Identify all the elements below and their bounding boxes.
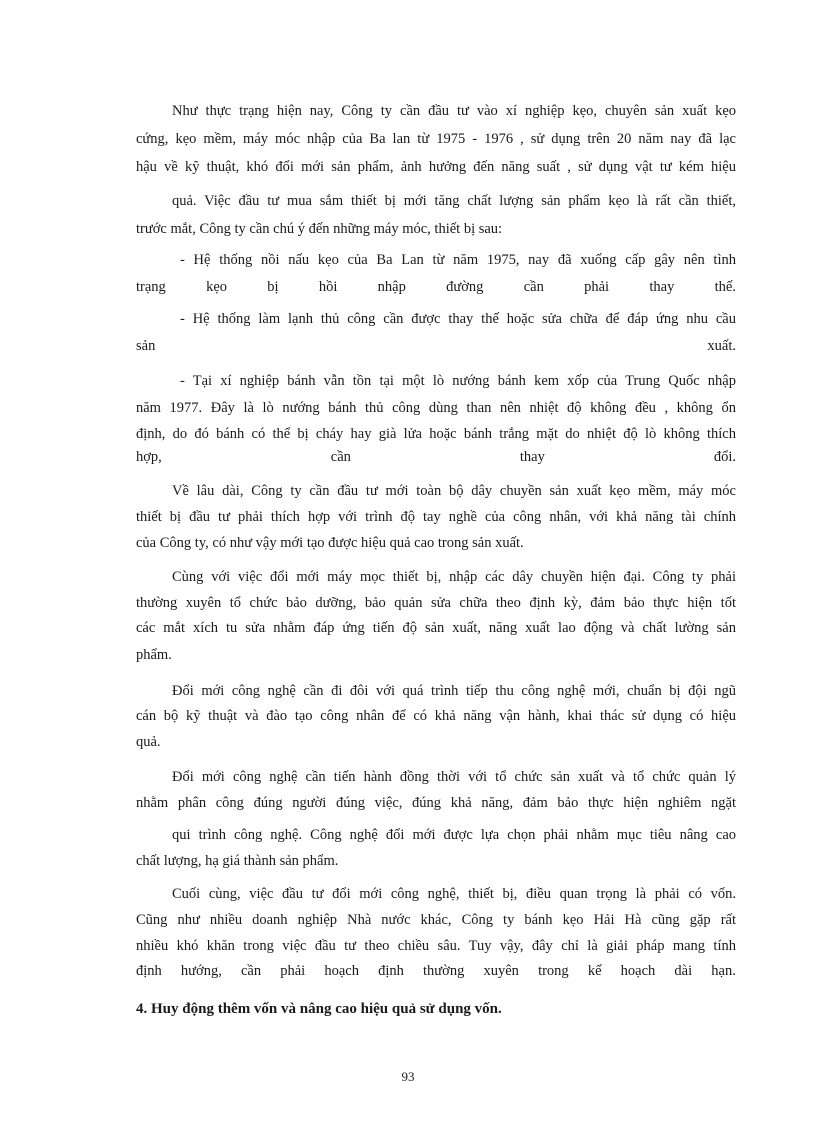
text-line: chất lượng, hạ giá thành sản phẩm. xyxy=(136,853,339,869)
text-line: - Hệ thống nồi nấu kẹo của Ba Lan từ năm 1975, nay đã xuống cấp gây nên tình xyxy=(180,252,736,268)
text-line: của Công ty, có như vậy mới tạo được hiệu quả cao trong sản xuất. xyxy=(136,535,524,551)
text-line-spread xyxy=(136,336,736,356)
word: phải xyxy=(584,279,610,295)
word: định xyxy=(378,963,404,979)
text-line: nhiều khó khăn trong việc đầu tư theo chiều sâu. Tuy vậy, đây chỉ là giải pháp mang tính xyxy=(136,938,736,954)
text-line-spread xyxy=(136,447,736,467)
text-line: các mắt xích tu sửa nhằm đáp ứng tiến độ sản xuất, năng xuất lao động và chất lường sản xyxy=(136,620,736,636)
word: hoạch xyxy=(324,963,359,979)
word: đường xyxy=(446,279,484,295)
word: phải xyxy=(280,963,306,979)
word: hoạch xyxy=(620,963,656,979)
text-line: Như thực trạng hiện nay, Công ty cần đầu tư vào xí nghiệp kẹo, chuyên sản xuất kẹo xyxy=(172,103,736,119)
text-line-spread xyxy=(136,961,736,981)
word: kế xyxy=(587,963,602,979)
text-line: Đổi mới công nghệ cần đi đôi với quá trình tiếp thu công nghệ mới, chuẩn bị đội ngũ xyxy=(172,683,736,699)
text-line: Cuối cùng, việc đầu tư đổi mới công nghệ, thiết bị, điều quan trọng là phải có vốn. xyxy=(172,886,736,902)
text-line: quả. xyxy=(136,734,161,750)
word: hồi xyxy=(318,279,338,295)
text-line: Cùng với việc đổi mới máy mọc thiết bị, nhập các dây chuyền hiện đại. Công ty phải xyxy=(172,569,736,585)
text-line: cán bộ kỹ thuật và đào tạo công nhân để có khả năng vận hành, khai thác sử dụng có hiệu xyxy=(136,708,736,724)
word: cần xyxy=(330,449,351,465)
word: thường xyxy=(423,963,465,979)
text-line: - Tại xí nghiệp bánh vẫn tồn tại một lò nướng bánh kem xốp của Trung Quốc nhập xyxy=(180,373,736,389)
text-line: quả. Việc đầu tư mua sắm thiết bị mới tăng chất lượng sản phẩm kẹo là rất cần thiết, xyxy=(172,193,736,209)
word: đổi. xyxy=(713,449,736,465)
word: trạng xyxy=(136,279,166,295)
word: cần xyxy=(523,279,544,295)
word: xuất. xyxy=(707,338,736,354)
text-line: cứng, kẹo mềm, máy móc nhập của Ba lan từ 1975 - 1976 , sử dụng trên 20 năm nay đã lạc xyxy=(136,131,736,147)
word: thay xyxy=(649,279,675,295)
text-line: phẩm. xyxy=(136,647,172,663)
text-line: thường xuyên tổ chức bảo dưỡng, bảo quản sửa chữa theo định kỳ, đảm bảo thực hiện tốt xyxy=(136,595,736,611)
text-line: năm 1977. Đây là lò nướng bánh thủ công dùng than nên nhiệt độ không đều , không ổn xyxy=(136,400,736,416)
section-heading: 4. Huy động thêm vốn và nâng cao hiệu quả sử dụng vốn. xyxy=(136,1001,502,1017)
text-line-spread xyxy=(136,277,736,297)
word: sản xyxy=(136,338,156,354)
text-line: trước mắt, Công ty cần chú ý đến những máy móc, thiết bị sau: xyxy=(136,221,503,237)
text-line: Đổi mới công nghệ cần tiến hành đồng thời với tổ chức sản xuất và tổ chức quản lý xyxy=(172,769,736,785)
text-line: qui trình công nghệ. Công nghệ đổi mới được lựa chọn phải nhằm mục tiêu nâng cao xyxy=(172,827,736,843)
word: thế. xyxy=(714,279,736,295)
text-line: nhằm phân công đúng người đúng việc, đúng khả năng, đảm bảo thực hiện nghiêm ngặt xyxy=(136,795,736,811)
word: hợp, xyxy=(136,449,162,465)
word: thay xyxy=(519,449,545,465)
word: định xyxy=(136,963,162,979)
text-line: định, do đó bánh có thể bị cháy hay già lửa hoặc bánh trắng mặt do nhiệt độ lò không thích xyxy=(136,426,736,442)
word: xuyên xyxy=(483,963,519,979)
word: trong xyxy=(538,963,569,979)
word: hướng, xyxy=(180,963,222,979)
word: bị xyxy=(267,279,279,295)
word: nhập xyxy=(377,279,406,295)
word: kẹo xyxy=(206,279,228,295)
word: hạn. xyxy=(711,963,736,979)
word: cần xyxy=(240,963,262,979)
text-line: Về lâu dài, Công ty cần đầu tư mới toàn bộ dây chuyền sản xuất kẹo mềm, máy móc xyxy=(172,483,736,499)
text-line: - Hệ thống làm lạnh thủ công cần được thay thế hoặc sửa chữa để đáp ứng nhu cầu xyxy=(180,311,736,327)
page-number: 93 xyxy=(401,1069,415,1084)
word: dài xyxy=(674,963,693,979)
text-line: thiết bị đầu tư phải thích hợp với trình độ tay nghề của công nhân, với khả năng tài chính xyxy=(136,509,736,525)
text-line: hậu về kỹ thuật, khó đổi mới sản phẩm, ảnh hưởng đến năng suất , sử dụng vật tư kém hiệu xyxy=(136,159,736,175)
text-line: Cũng như nhiều doanh nghiệp Nhà nước khác, Công ty bánh kẹo Hải Hà cũng gặp rất xyxy=(136,912,736,928)
